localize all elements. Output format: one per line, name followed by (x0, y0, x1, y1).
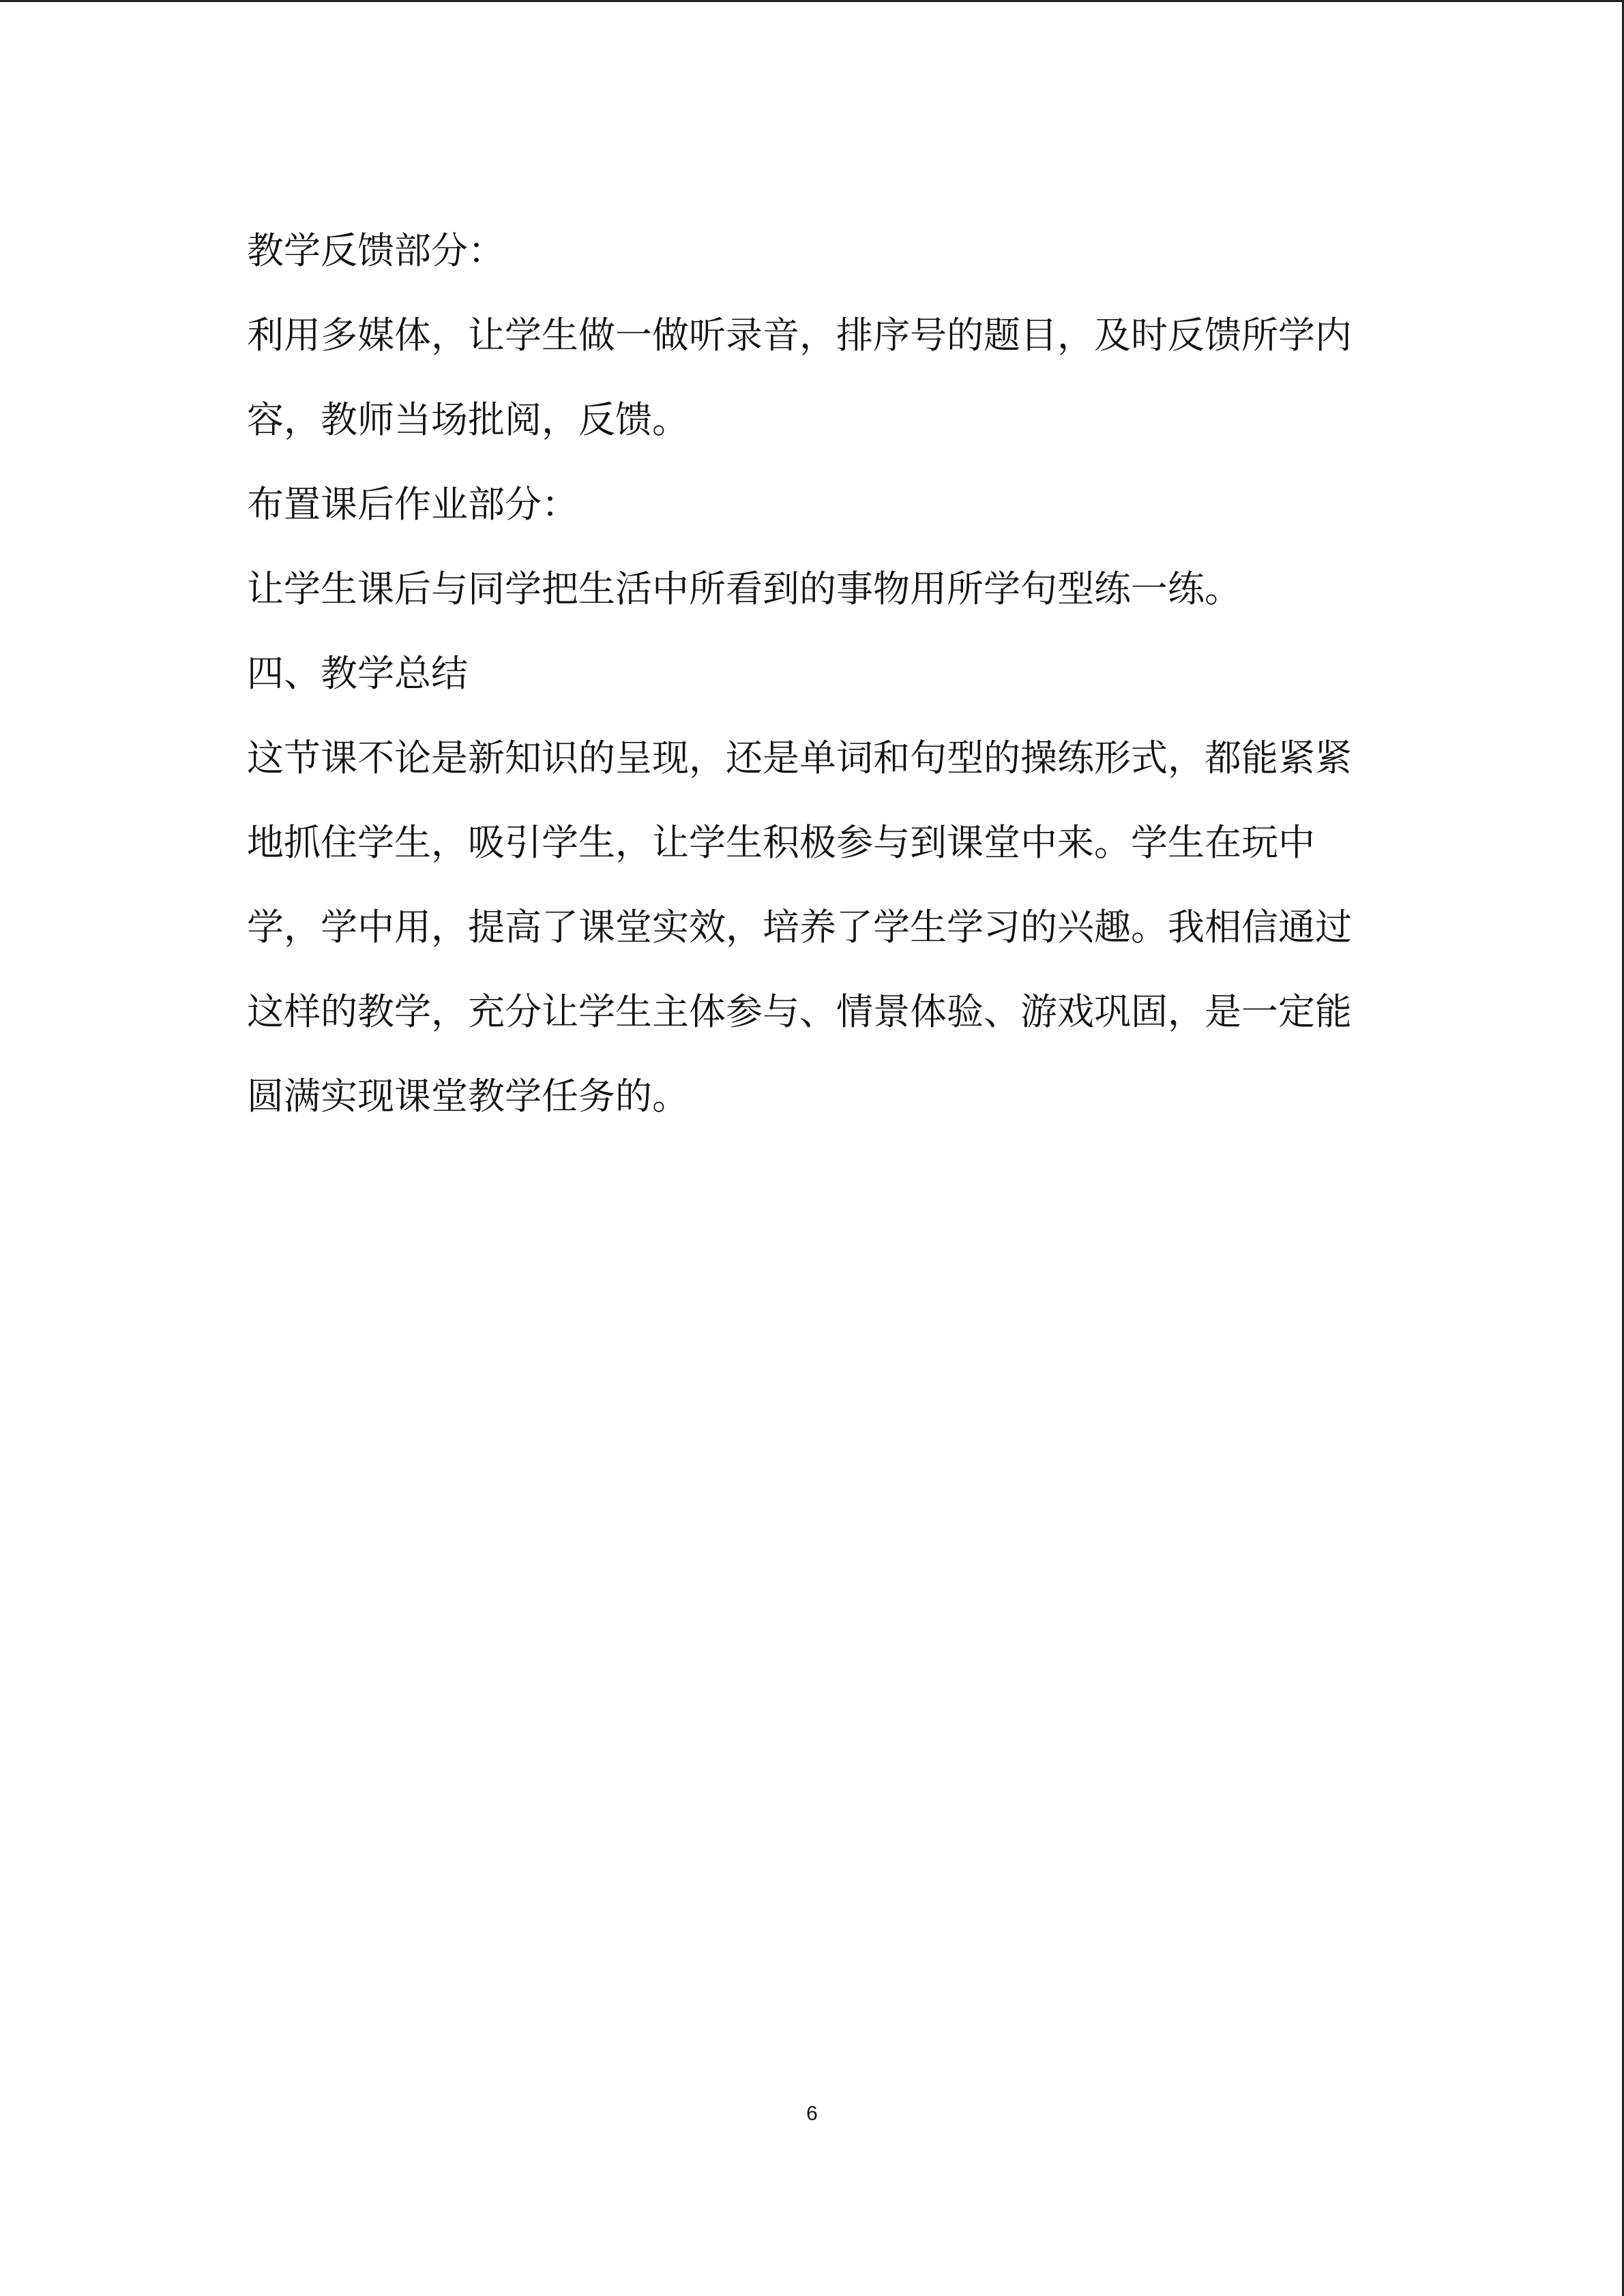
paragraph-feedback-heading: 教学反馈部分： (247, 229, 505, 272)
top-border (0, 0, 1624, 2)
section-heading-summary: 四、教学总结 (247, 652, 468, 695)
document-body (247, 209, 1355, 1139)
page-number: 6 (806, 2102, 818, 2125)
paragraph-homework-heading: 布置课后作业部分： (247, 483, 578, 526)
paragraph-summary-body: 这节课不论是新知识的呈现，还是单词和句型的操练形式，都能紧紧地抓住学生，吸引学生，让学生积极参与到课堂中来。学生在玩中学，学中用，提高了课堂实效，培养了学生学习的兴趣。我相信通过这样的教学，充分让学生主体参与、情景体验、游戏巩固，是一定能圆满实现课堂教学任务的。 (247, 736, 1352, 1118)
paragraph-homework-body: 让学生课后与同学把生活中所看到的事物用所学句型练一练。 (247, 567, 1241, 610)
paragraph-feedback-body: 利用多媒体，让学生做一做听录音，排序号的题目，及时反馈所学内容，教师当场批阅，反馈。 (247, 314, 1352, 441)
